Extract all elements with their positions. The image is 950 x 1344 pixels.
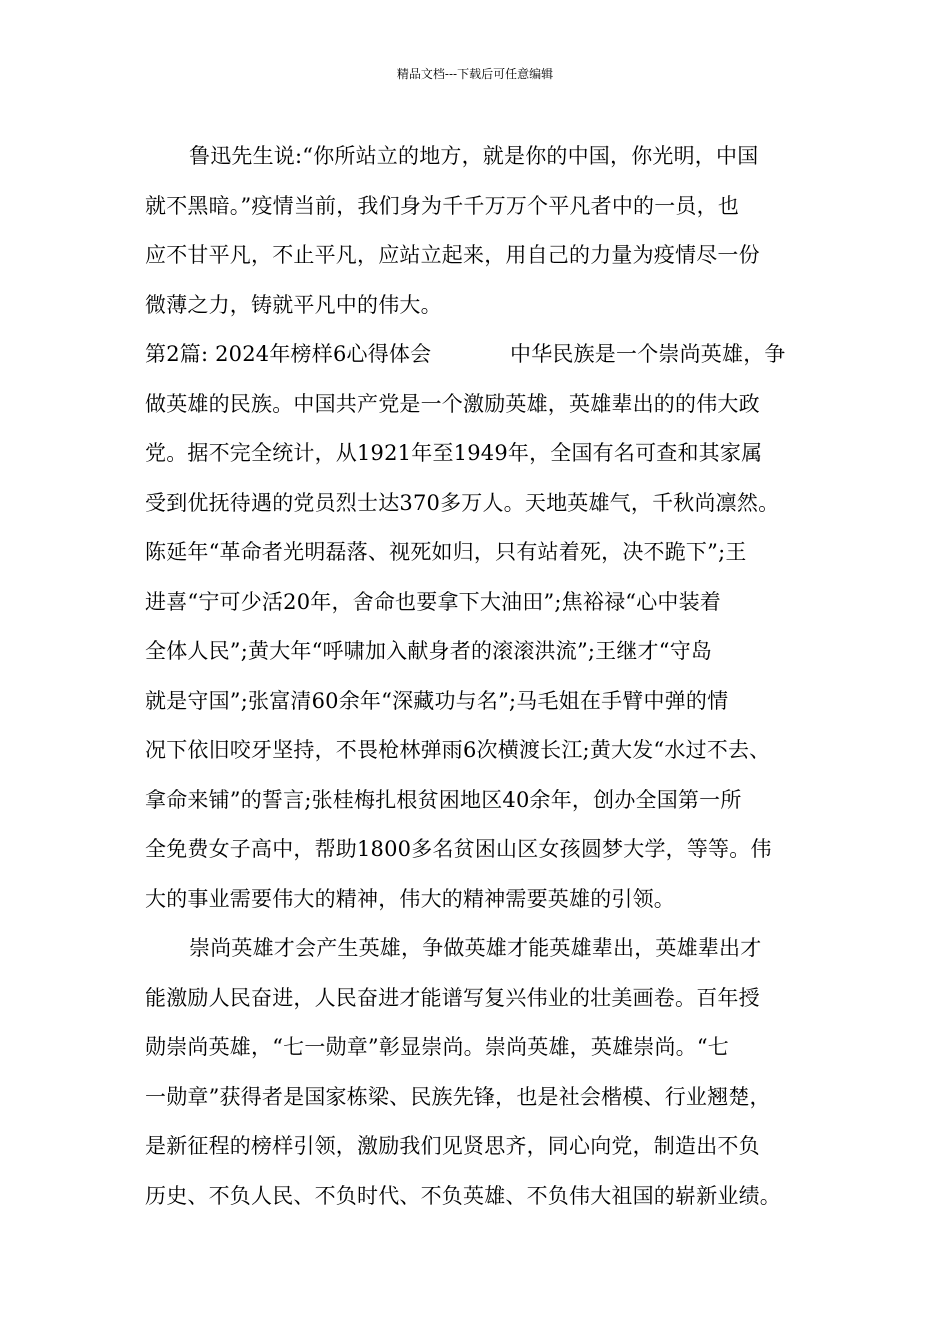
text-line: 勋崇尚英雄，“七一勋章”彰显崇尚。崇尚英雄，英雄崇尚。“七 — [145, 1035, 730, 1059]
text-line: 历史、不负人民、不负时代、不负英雄、不负伟大祖国的崭新业绩。 — [145, 1183, 781, 1208]
text-line: 崇尚英雄才会产生英雄，争做英雄才能英雄辈出，英雄辈出才 — [189, 936, 762, 960]
text-line: 就是守国”;张富清60余年“深藏功与名”;马毛姐在手臂中弹的情 — [145, 688, 729, 713]
paragraph-lu-xun-quote — [145, 132, 810, 330]
text-line: 况下依旧咬牙坚持，不畏枪林弹雨6次横渡长江;黄大发“水过不去、 — [145, 738, 771, 762]
text-line: 一勋章”获得者是国家栋梁、民族先锋，也是社会楷模、行业翘楚， — [145, 1084, 771, 1109]
text-line: 微薄之力，铸就平凡中的伟大。 — [145, 292, 442, 317]
text-line: 应不甘平凡，不止平凡，应站立起来，用自己的力量为疫情尽一份 — [145, 243, 760, 267]
page-header: 精品文档---下载后可任意编辑 — [396, 67, 554, 81]
article-title-line — [145, 330, 810, 380]
text-line: 就不黑暗。”疫情当前，我们身为千千万万个平凡者中的一员，也 — [145, 193, 740, 218]
paragraph-heroes — [145, 924, 810, 1221]
article-2 — [145, 330, 810, 924]
text-line: 拿命来铺”的誓言;张桂梅扎根贫困地区40余年，创办全国第一所 — [145, 787, 742, 812]
text-line: 中华民族是一个崇尚英雄，争 — [510, 342, 786, 366]
document-body — [145, 132, 810, 1221]
text-line: 鲁迅先生说:“你所站立的地方，就是你的中国，你光明，中国 — [189, 144, 759, 168]
text-line: 做英雄的民族。中国共产党是一个激励英雄，英雄辈出的的伟大政 — [145, 391, 760, 416]
text-line: 大的事业需要伟大的精神，伟大的精神需要英雄的引领。 — [145, 886, 675, 911]
text-line: 陈延年“革命者光明磊落、视死如归，只有站着死，决不跪下”;王 — [145, 540, 747, 564]
text-line: 受到优抚待遇的党员烈士达370多万人。天地英雄气，千秋尚凛然。 — [145, 490, 780, 515]
text-line: 是新征程的榜样引领，激励我们见贤思齐，同心向党，制造出不负 — [145, 1134, 760, 1158]
text-line: 能激励人民奋进，人民奋进才能谱写复兴伟业的壮美画卷。百年授 — [145, 985, 760, 1010]
article-title: 第2篇: 2024年榜样6心得体会 — [145, 342, 432, 366]
text-line: 全体人民”;黄大年“呼啸加入献身者的滚滚洪流”;王继才“守岛 — [145, 639, 713, 663]
text-line: 全免费女子高中，帮助1800多名贫困山区女孩圆梦大学，等等。伟 — [145, 837, 772, 861]
text-line: 党。据不完全统计，从1921年至1949年，全国有名可查和其家属 — [145, 441, 763, 465]
text-line: 进喜“宁可少活20年，舍命也要拿下大油田”;焦裕禄“心中装着 — [145, 589, 722, 614]
